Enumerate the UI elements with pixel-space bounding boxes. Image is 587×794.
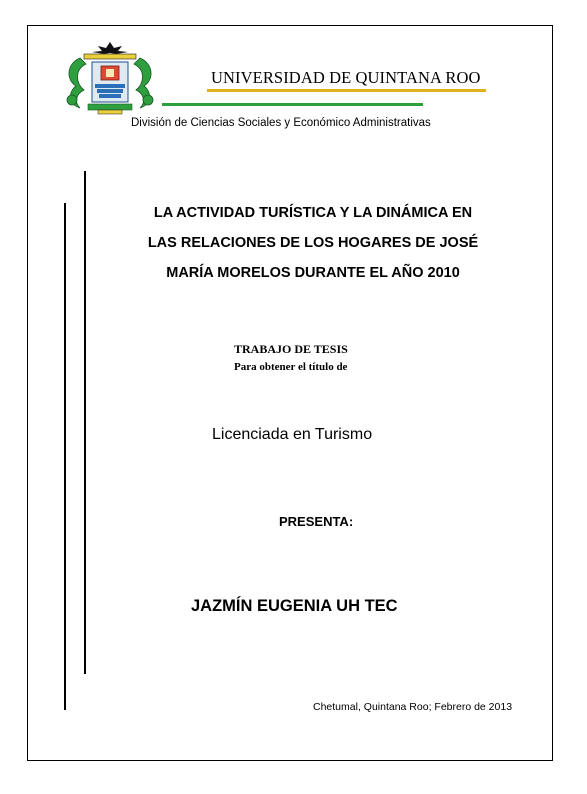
- presenta-label: PRESENTA:: [279, 514, 354, 529]
- division-name: División de Ciencias Sociales y Económico Administrativas: [131, 117, 431, 129]
- decorative-vertical-line: [64, 203, 66, 710]
- thesis-title-line: LAS RELACIONES DE LOS HOGARES DE JOSÉ: [147, 235, 479, 251]
- green-rule: [162, 103, 423, 106]
- decorative-vertical-line: [84, 171, 86, 674]
- university-crest-icon: [62, 40, 158, 116]
- author-name: JAZMÍN EUGENIA UH TEC: [191, 597, 398, 615]
- page-border: [27, 25, 553, 761]
- university-name: UNIVERSIDAD DE QUINTANA ROO: [211, 68, 481, 87]
- gold-rule: [207, 89, 486, 92]
- thesis-title: [128, 198, 498, 288]
- work-type: TRABAJO DE TESIS: [234, 342, 348, 356]
- place-date: Chetumal, Quintana Roo; Febrero de 2013: [313, 701, 513, 713]
- thesis-title-line: MARÍA MORELOS DURANTE EL AÑO 2010: [166, 265, 460, 281]
- thesis-title-line: LA ACTIVIDAD TURÍSTICA Y LA DINÁMICA EN: [153, 205, 473, 221]
- work-purpose: Para obtener el título de: [234, 361, 348, 373]
- degree-title: Licenciada en Turismo: [212, 426, 373, 443]
